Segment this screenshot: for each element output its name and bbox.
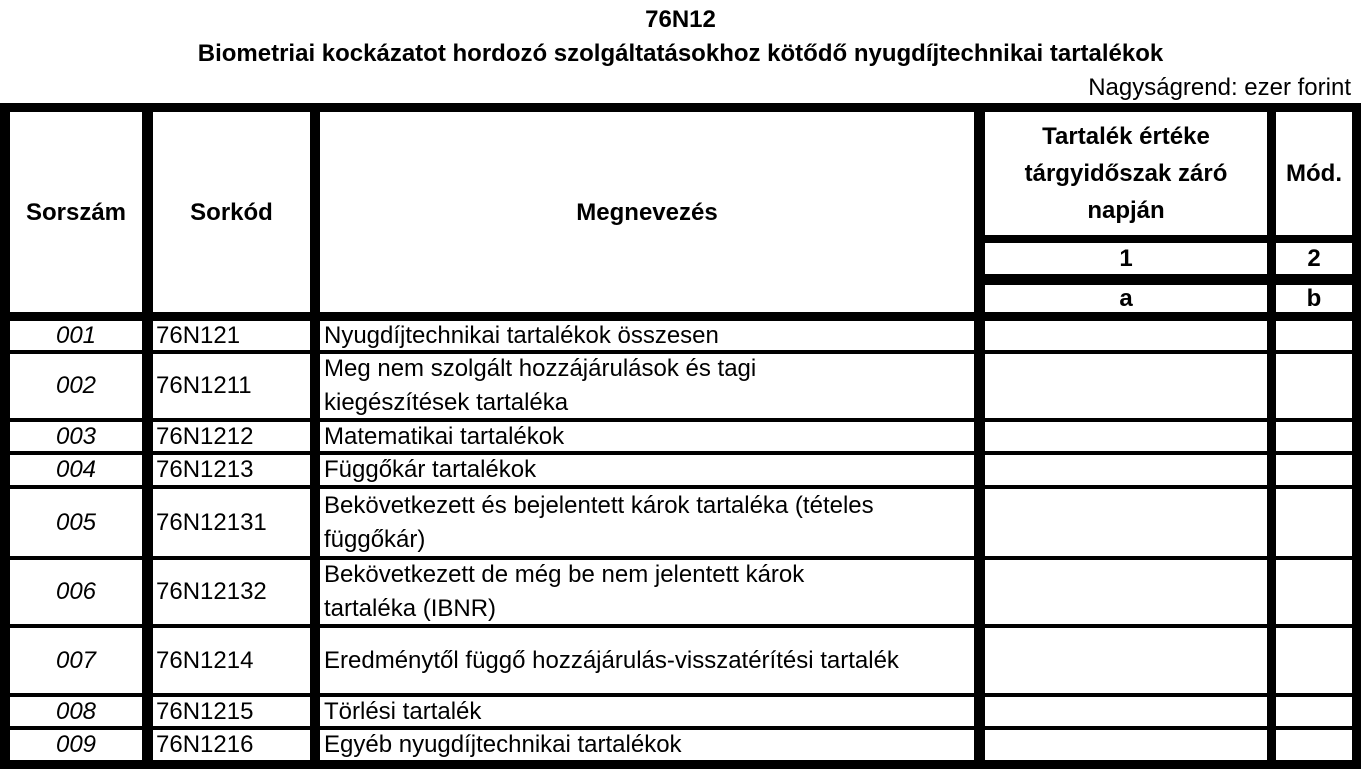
value-input[interactable] <box>985 489 1267 556</box>
row-code: 76N1214 <box>153 628 310 693</box>
value-input[interactable] <box>985 422 1267 451</box>
row-name: Nyugdíjtechnikai tartalékok összesen <box>320 321 974 350</box>
mod-input[interactable] <box>1276 354 1352 418</box>
row-number: 005 <box>10 489 142 556</box>
row-number: 003 <box>10 422 142 451</box>
header-value: Tartalék értéke tárgyidőszak záró napján <box>985 112 1267 235</box>
row-code: 76N1216 <box>153 730 310 760</box>
row-code: 76N1211 <box>153 354 310 418</box>
mod-input[interactable] <box>1276 489 1352 556</box>
header-sorkod: Sorkód <box>153 112 310 312</box>
form-code: 76N12 <box>645 6 716 33</box>
value-input[interactable] <box>985 455 1267 485</box>
value-input[interactable] <box>985 730 1267 760</box>
mod-input[interactable] <box>1276 560 1352 624</box>
row-name: Függőkár tartalékok <box>320 455 974 485</box>
mod-input[interactable] <box>1276 455 1352 485</box>
value-input[interactable] <box>985 321 1267 350</box>
header-value-letter: a <box>985 285 1267 312</box>
row-code: 76N12131 <box>153 489 310 556</box>
value-input[interactable] <box>985 560 1267 624</box>
row-name: Eredménytől függő hozzájárulás-visszatérítési tartalék <box>320 628 974 693</box>
row-code: 76N1215 <box>153 697 310 726</box>
row-number: 008 <box>10 697 142 726</box>
row-name: Meg nem szolgált hozzájárulások és tagi kiegészítések tartaléka <box>320 354 974 418</box>
form-title: Biometriai kockázatot hordozó szolgáltatásokhoz kötődő nyugdíjtechnikai tartalékok <box>197 40 1164 67</box>
header-sorszam: Sorszám <box>10 112 142 312</box>
row-code: 76N12132 <box>153 560 310 624</box>
mod-input[interactable] <box>1276 321 1352 350</box>
mod-input[interactable] <box>1276 730 1352 760</box>
header-mod-num: 2 <box>1276 243 1352 274</box>
header-mod-letter: b <box>1276 285 1352 312</box>
mod-input[interactable] <box>1276 422 1352 451</box>
unit-note: Nagyságrend: ezer forint <box>1088 74 1351 101</box>
row-name: Matematikai tartalékok <box>320 422 974 451</box>
row-name: Egyéb nyugdíjtechnikai tartalékok <box>320 730 974 760</box>
row-name: Törlési tartalék <box>320 697 974 726</box>
header-mod: Mód. <box>1276 112 1352 235</box>
mod-input[interactable] <box>1276 628 1352 693</box>
row-number: 009 <box>10 730 142 760</box>
row-code: 76N1213 <box>153 455 310 485</box>
row-name: Bekövetkezett de még be nem jelentett károk tartaléka (IBNR) <box>320 560 974 624</box>
row-number: 002 <box>10 354 142 418</box>
row-number: 001 <box>10 321 142 350</box>
row-code: 76N121 <box>153 321 310 350</box>
row-number: 006 <box>10 560 142 624</box>
row-name: Bekövetkezett és bejelentett károk tartaléka (tételes függőkár) <box>320 489 974 556</box>
value-input[interactable] <box>985 628 1267 693</box>
row-code: 76N1212 <box>153 422 310 451</box>
header-value-num: 1 <box>985 243 1267 274</box>
row-number: 007 <box>10 628 142 693</box>
row-number: 004 <box>10 455 142 485</box>
value-input[interactable] <box>985 697 1267 726</box>
value-input[interactable] <box>985 354 1267 418</box>
header-megnevezes: Megnevezés <box>320 112 974 312</box>
mod-input[interactable] <box>1276 697 1352 726</box>
reserves-table <box>0 103 1361 769</box>
